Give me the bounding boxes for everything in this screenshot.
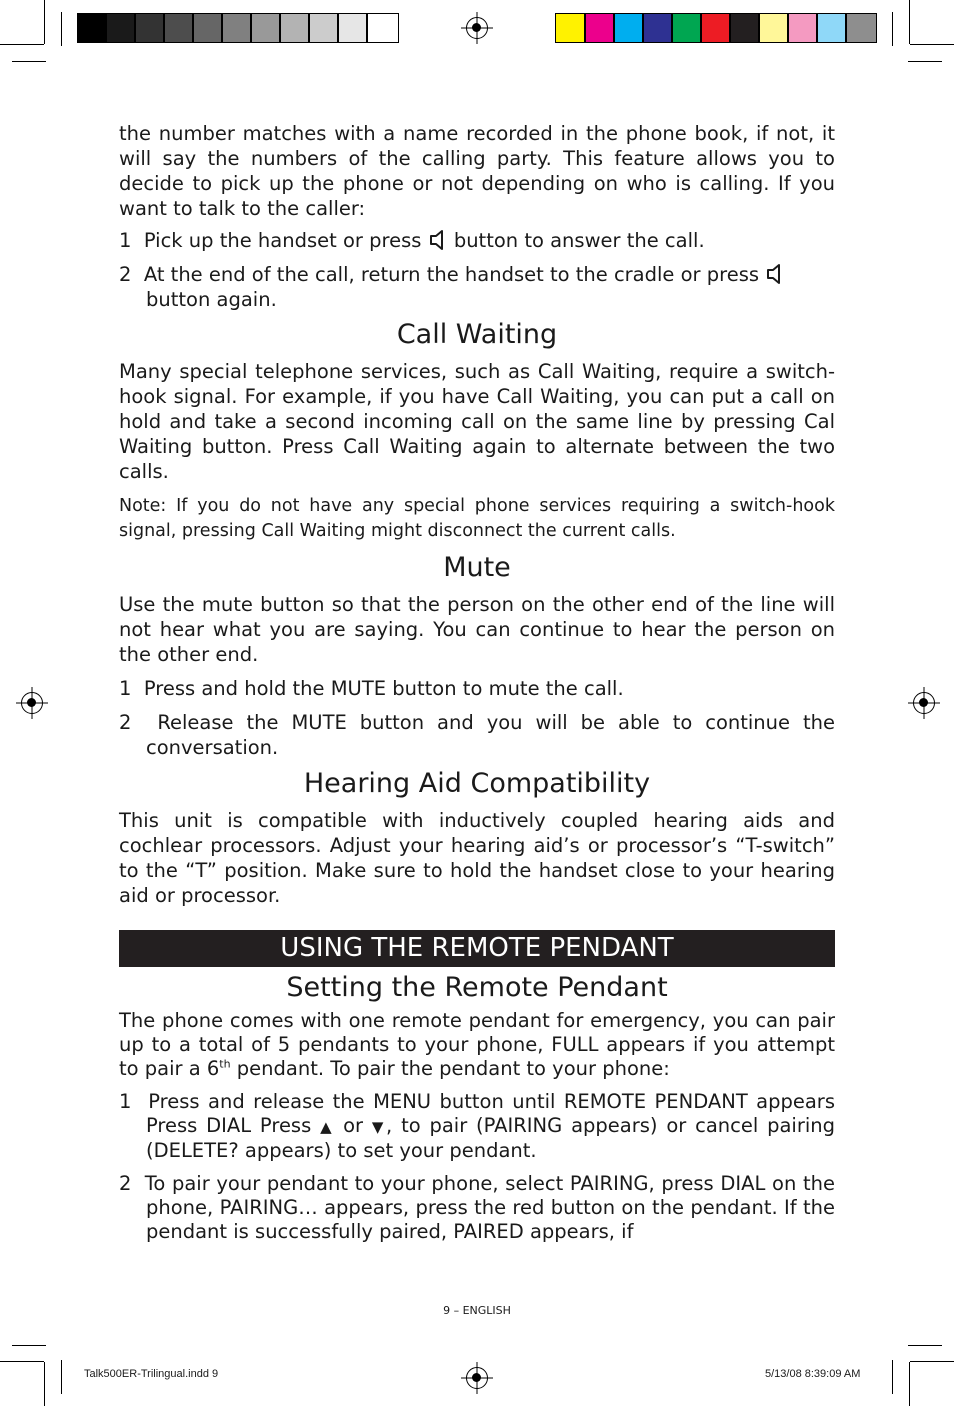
registration-mark-icon bbox=[466, 17, 488, 39]
up-arrow-icon: ▲ bbox=[320, 1118, 335, 1136]
call-waiting-paragraph: Many special telephone services, such as Call Waiting, require a switch-hook signal. For example, if you have Call Waiting, you can put a call on hold and take a second incoming call on the same line by pressing Cal Waiting button. Press Call Waiting again to alternate between the two calls. bbox=[119, 360, 836, 483]
heading-setting-pendant: Setting the Remote Pendant bbox=[286, 972, 668, 1003]
hearing-aid-paragraph: This unit is compatible with inductively coupled hearing aids and cochlear processors. Adjust your hearing aid’s or processor’s “T-switch” to the “T” position. Make sure to hold the handset close to your hearing aid or processor. bbox=[119, 809, 835, 907]
mute-paragraph: Use the mute button so that the person on the other end of the line will not hear what you are saying. You can continue to hear the person on the other end. bbox=[119, 593, 835, 666]
down-arrow-icon: ▼ bbox=[371, 1118, 387, 1136]
registration-mark-icon bbox=[913, 692, 935, 714]
page-content bbox=[119, 121, 835, 1244]
speaker-icon bbox=[428, 229, 448, 251]
heading-call-waiting: Call Waiting bbox=[396, 319, 558, 350]
slug-timestamp: 5/13/08 8:39:09 AM bbox=[765, 1368, 861, 1380]
pendant-step-1: 1 Press and release the MENU button until REMOTE PENDANT appears Press DIAL Press ▲ or ▼, to pair (PAIRING appears) or cancel pairing (DELETE? appears) to set your pendant. bbox=[119, 1090, 836, 1162]
mute-step-1: 1 Press and hold the MUTE button to mute the call. bbox=[119, 677, 624, 700]
intro-step-1: 1 Pick up the handset or press button to answer the call. bbox=[119, 229, 705, 252]
pendant-paragraph: The phone comes with one remote pendant for emergency, you can pair up to a total of 5 pendants to your phone, FULL appears if you attempt to pair a 6th pendant. To pair the pendant to your phone: bbox=[119, 1009, 835, 1080]
heading-hearing-aid: Hearing Aid Compatibility bbox=[303, 768, 651, 799]
mute-step-2: 2 Release the MUTE button and you will be able to continue the conversation. bbox=[119, 711, 835, 759]
section-bar-remote-pendant: USING THE REMOTE PENDANT bbox=[119, 930, 835, 967]
registration-mark-icon bbox=[21, 692, 43, 714]
call-waiting-note: Note: If you do not have any special phone services requiring a switch-hook signal, pressing Call Waiting might disconnect the current calls. bbox=[119, 496, 835, 541]
speaker-icon bbox=[765, 263, 785, 285]
slug-filename: Talk500ER-Trilingual.indd 9 bbox=[84, 1368, 219, 1380]
pendant-step-2: 2 To pair your pendant to your phone, select PAIRING, press DIAL on the phone, PAIRING… appears, press the red button on the pendant. If the pendant is successfully paired, PAIRED appears, if bbox=[119, 1172, 835, 1243]
intro-step-2: 2 At the end of the call, return the handset to the cradle or press button again. bbox=[119, 262, 835, 312]
heading-mute: Mute bbox=[443, 552, 511, 583]
page-number: 9 – ENGLISH bbox=[443, 1304, 511, 1317]
intro-paragraph: the number matches with a name recorded in the phone book, if not, it will say the numbers of the calling party. This feature allows you to decide to pick up the phone or not depending on who is calling. If you want to talk to the caller: bbox=[119, 122, 835, 220]
registration-mark-icon bbox=[466, 1367, 488, 1389]
